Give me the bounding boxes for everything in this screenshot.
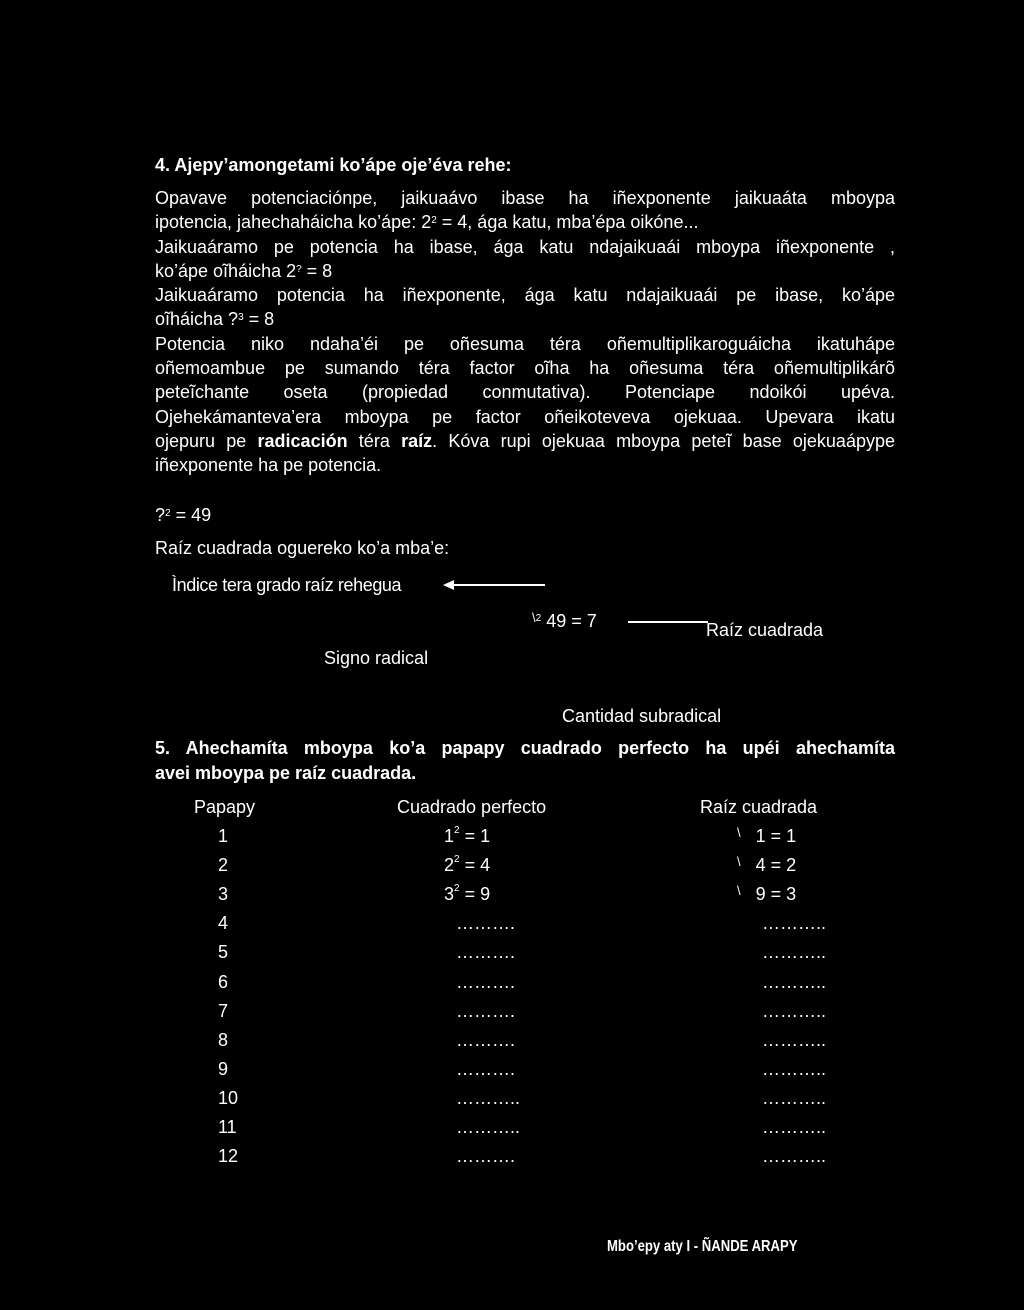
table-blank-square: ………. bbox=[456, 1000, 516, 1021]
para-line: iñexponente ha pe potencia. bbox=[155, 455, 382, 476]
cantidad-subradical-label: Cantidad subradical bbox=[562, 706, 722, 726]
table-row-number: 5 bbox=[218, 942, 229, 963]
example-equation: ?$^2$ = 49 bbox=[155, 505, 212, 525]
table-blank-square: ………. bbox=[456, 1146, 516, 1167]
signo-radical-label: Signo radical bbox=[324, 648, 429, 668]
table-row-number: 4 bbox=[218, 913, 229, 934]
para-line: Jaikuaáramo potencia ha iñexponente, ága katu ndajaikuaái pe ibase, ko’ápe bbox=[155, 285, 895, 306]
table-blank-square: ………. bbox=[456, 1058, 516, 1079]
para-line: oñemoambue pe sumando téra factor oĩha ha oñesuma téra oñemultiplikárõ bbox=[155, 358, 895, 379]
table-square-cell: $2^2 = 4$ bbox=[444, 854, 491, 876]
radical-sign-icon: \ bbox=[737, 883, 741, 899]
table-blank-root: ……….. bbox=[762, 1087, 827, 1108]
table-row-number: 9 bbox=[218, 1058, 229, 1079]
para-line: peteĩchante oseta (propiedad conmutativa). Potenciape ndoikói upéva. bbox=[155, 382, 895, 403]
radical-sign-icon: \ bbox=[737, 825, 741, 840]
table-square-cell: $1^2 = 1$ bbox=[444, 825, 491, 846]
table-header-raiz: Raíz cuadrada bbox=[700, 797, 818, 817]
table-row-number: 1 bbox=[218, 826, 229, 846]
table-root-cell: \ 4 = 2 bbox=[737, 854, 797, 876]
table-root-cell: \ 9 = 3 bbox=[737, 883, 797, 905]
table-blank-root: ……….. bbox=[762, 971, 827, 992]
para-line: ipotencia, jahechaháicha ko’ápe: $2^2 = 4$, ága katu, mba’épa oikóne... bbox=[155, 212, 699, 233]
indice-arrow bbox=[443, 577, 545, 593]
table-row-number: 12 bbox=[218, 1146, 239, 1167]
radical-sign-icon: \ bbox=[532, 610, 536, 625]
table-blank-root: ……….. bbox=[762, 913, 827, 934]
radical-expression: $^{\backslash 2}$ 49 = 7 bbox=[532, 610, 597, 631]
table-blank-root: ……….. bbox=[762, 1146, 827, 1167]
table-row-number: 7 bbox=[218, 1000, 229, 1021]
table-row-number: 10 bbox=[218, 1087, 239, 1108]
para-line: ojepuru pe radicación téra raíz. Kóva rupi ojekuaa mboypa peteĩ base ojekuaápype bbox=[155, 430, 895, 451]
para-line: Ojehekámanteva’era mboypa pe factor oñeikoteveva ojekuaa. Upevara ikatu bbox=[155, 406, 895, 427]
section-4-heading: 4. Ajepy’amongetami ko’ápe oje’éva rehe: bbox=[155, 155, 512, 175]
table-square-cell: $3^2 = 9$ bbox=[444, 883, 491, 905]
table-row-number: 8 bbox=[218, 1029, 229, 1050]
table-blank-square: ………. bbox=[456, 971, 516, 992]
table-blank-root: ……….. bbox=[762, 1117, 827, 1137]
radical-sign-icon: \ bbox=[737, 854, 741, 870]
raiz-cuadrada-label: Raíz cuadrada bbox=[706, 620, 824, 640]
section-4-paragraph bbox=[155, 186, 895, 478]
section-5-heading-line2: avei mboypa pe raíz cuadrada. bbox=[155, 763, 417, 783]
table-blank-square: ……….. bbox=[456, 1117, 521, 1137]
example-caption: Raíz cuadrada oguereko ko’a mba’e: bbox=[155, 538, 450, 558]
table-header-papapy: Papapy bbox=[194, 797, 256, 817]
table-row-number: 11 bbox=[218, 1117, 237, 1137]
indice-label: Ìndice tera grado raíz rehegua bbox=[172, 575, 402, 595]
table-blank-square: ………. bbox=[456, 913, 516, 934]
table-row-number: 3 bbox=[218, 884, 229, 905]
table-root-cell: \ 1 = 1 bbox=[737, 825, 797, 846]
section-5-heading-line1: 5. Ahechamíta mboypa ko’a papapy cuadrado perfecto ha upéi ahechamíta bbox=[155, 738, 895, 758]
table-row-number: 2 bbox=[218, 855, 229, 876]
raiz-pointer-line bbox=[628, 621, 708, 623]
table-blank-root: ……….. bbox=[762, 942, 827, 963]
para-line: oĩháicha ?$^3$ = 8 bbox=[155, 309, 275, 330]
para-line: Jaikuaáramo pe potencia ha ibase, ága katu ndajaikuaái mboypa iñexponente , bbox=[155, 236, 895, 257]
table-blank-square: ……….. bbox=[456, 1087, 521, 1108]
para-line: Opavave potenciaciónpe, jaikuaávo ibase ha iñexponente jaikuaáta mboypa bbox=[155, 188, 895, 208]
para-line: ko’ápe oĩháicha 2? = 8 bbox=[155, 260, 333, 281]
table-blank-square: ………. bbox=[456, 1029, 516, 1050]
table-blank-root: ……….. bbox=[762, 1058, 827, 1079]
footer-book-title: Mbo’epy aty I - ÑANDE ARAPY bbox=[607, 1238, 798, 1255]
table-blank-root: ……….. bbox=[762, 1000, 827, 1021]
table-blank-root: ……….. bbox=[762, 1029, 827, 1050]
table-row-number: 6 bbox=[218, 971, 229, 992]
table-header-cuadrado: Cuadrado perfecto bbox=[397, 797, 547, 817]
table-blank-square: ………. bbox=[456, 942, 516, 963]
para-line: Potencia niko ndaha’éi pe oñesuma téra oñemultiplikaroguáicha ikatuhápe bbox=[155, 333, 895, 354]
